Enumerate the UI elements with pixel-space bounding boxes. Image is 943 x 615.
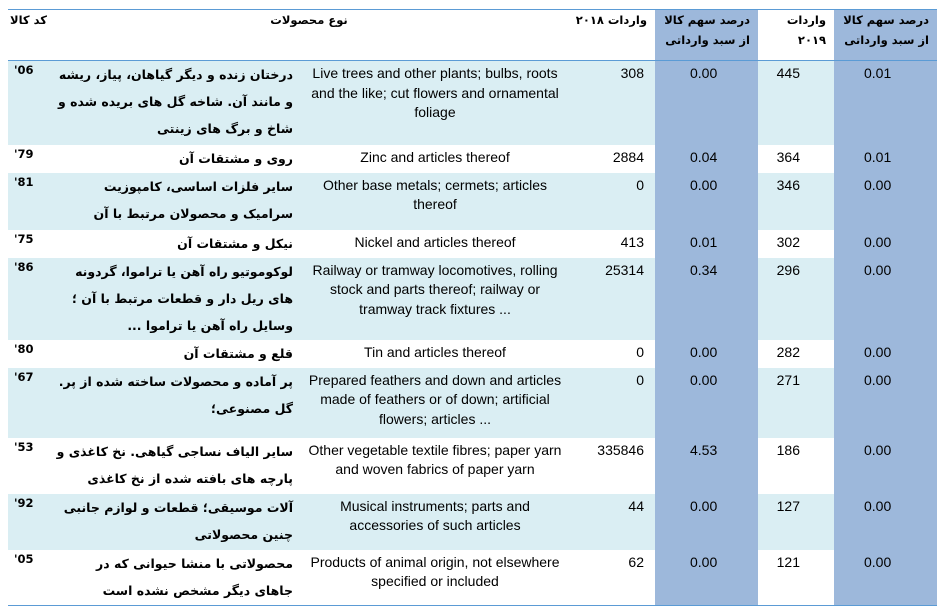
cell-imports-2018: 308	[569, 61, 655, 145]
cell-product-en: Other base metals; cermets; articles thereof	[301, 173, 569, 230]
cell-imports-2018: 413	[620, 233, 644, 250]
cell-code: '92	[8, 494, 49, 550]
cell-share-2018: 0.04	[655, 145, 758, 173]
cell-product-fa: محصولاتی با منشا حیوانی که در جاهای دیگر مشخص نشده است	[96, 555, 293, 598]
cell-share-2019: 0.01	[834, 61, 937, 145]
cell-code: '79	[14, 146, 34, 161]
cell-product-fa: لوکوموتیو راه آهن یا تراموا، گردونه های ریل دار و قطعات مرتبط با آن ؛ وسایل راه آهن یا تراموا ...	[49, 258, 301, 340]
cell-imports-2018: 2884	[612, 148, 644, 165]
table-row	[8, 61, 937, 145]
cell-share-2019: 0.00	[834, 173, 937, 230]
cell-imports-2018: 44	[569, 494, 655, 550]
cell-imports-2019: 121	[776, 553, 800, 570]
cell-imports-2018: 0	[636, 343, 644, 360]
cell-product-fa: نیکل و مشتقات آن	[177, 235, 293, 251]
cell-product-en: Live trees and other plants; bulbs, roots and the like; cut flowers and ornamental foliage	[301, 61, 569, 145]
cell-imports-2018: 0	[569, 173, 655, 230]
cell-share-2018: 0.01	[655, 230, 758, 258]
cell-code: '53	[14, 439, 34, 454]
header-imports-2018: واردات ۲۰۱۸	[575, 13, 647, 27]
cell-share-2018: 0.00	[655, 340, 758, 368]
table-row	[8, 145, 937, 173]
cell-share-2018: 0.34	[655, 258, 758, 340]
header-row	[8, 10, 937, 61]
cell-product-en: Nickel and articles thereof	[354, 233, 516, 250]
cell-share-2019: 0.01	[834, 145, 937, 173]
cell-imports-2019: 127	[758, 494, 834, 550]
cell-product-en: Railway or tramway locomotives, rolling stock and parts thereof; railway or tramway track fixtures ...	[301, 258, 569, 340]
cell-product-en: Zinc and articles thereof	[360, 148, 510, 165]
table-row	[8, 438, 937, 494]
cell-imports-2018: 62	[628, 553, 644, 570]
cell-product-fa: سایر الیاف نساجی گیاهی. نخ کاغذی و پارچه های بافته شده از نخ کاغذی	[56, 443, 293, 486]
cell-code: '80	[14, 341, 34, 356]
cell-code: '81	[8, 173, 49, 230]
table-row	[8, 230, 937, 258]
cell-imports-2019: 302	[776, 233, 800, 250]
cell-share-2019: 0.00	[834, 550, 937, 606]
cell-imports-2019: 271	[758, 368, 834, 438]
header-imports-2019: واردات ۲۰۱۹	[786, 13, 826, 47]
cell-imports-2018: 0	[569, 368, 655, 438]
cell-code: '75	[14, 231, 34, 246]
cell-share-2019: 0.00	[834, 494, 937, 550]
cell-share-2019: 0.00	[834, 230, 937, 258]
table-row	[8, 258, 937, 340]
cell-imports-2019: 346	[758, 173, 834, 230]
cell-imports-2019: 296	[758, 258, 834, 340]
cell-share-2019: 0.00	[834, 438, 937, 494]
cell-imports-2019: 282	[776, 343, 800, 360]
cell-share-2019: 0.00	[834, 258, 937, 340]
imports-table	[8, 9, 937, 606]
cell-share-2018: 0.00	[655, 173, 758, 230]
cell-share-2018: 0.00	[655, 61, 758, 145]
cell-product-en: Prepared feathers and down and articles made of feathers or of down; artificial flowers; articles ...	[301, 368, 569, 438]
header-product-type: نوع محصولات	[270, 13, 348, 27]
cell-imports-2018: 25314	[569, 258, 655, 340]
header-code: کد کالا	[10, 13, 47, 27]
cell-share-2018: 0.00	[655, 550, 758, 606]
cell-code: '86	[8, 258, 49, 340]
table-row	[8, 340, 937, 368]
cell-product-fa: درختان زنده و دیگر گیاهان، پیاز، ریشه و مانند آن. شاخه گل های بریده شده و شاخ و برگ های زینتی	[49, 61, 301, 145]
cell-product-en: Musical instruments; parts and accessories of such articles	[301, 494, 569, 550]
cell-imports-2019: 186	[776, 441, 800, 458]
header-share-2019: درصد سهم کالا از سبد وارداتی	[834, 10, 937, 61]
cell-code: '05	[14, 551, 34, 566]
cell-code: '67	[8, 368, 49, 438]
header-share-2018: درصد سهم کالا از سبد وارداتی	[655, 10, 758, 61]
cell-product-fa: سایر فلزات اساسی، کامپوزیت سرامیک و محصولان مرتبط با آن	[49, 173, 301, 230]
cell-product-en: Tin and articles thereof	[364, 343, 506, 360]
cell-product-en: Other vegetable textile fibres; paper yarn and woven fabrics of paper yarn	[308, 441, 562, 477]
cell-share-2019: 0.00	[834, 340, 937, 368]
cell-imports-2018: 335846	[597, 441, 644, 458]
cell-imports-2019: 364	[776, 148, 800, 165]
cell-product-fa: پر آماده و محصولات ساخته شده از پر. گل مصنوعی؛	[49, 368, 301, 438]
cell-product-fa: قلع و مشتقات آن	[183, 345, 293, 361]
table-row	[8, 173, 937, 230]
cell-code: '06	[8, 61, 49, 145]
cell-product-fa: روی و مشتقات آن	[178, 150, 293, 166]
table-row	[8, 550, 937, 606]
table-row	[8, 368, 937, 438]
cell-imports-2019: 445	[758, 61, 834, 145]
cell-share-2018: 0.00	[655, 368, 758, 438]
cell-product-en: Products of animal origin, not elsewhere specified or included	[310, 553, 560, 589]
cell-product-fa: آلات موسیقی؛ قطعات و لوازم جانبی چنین محصولاتی	[49, 494, 301, 550]
cell-share-2018: 4.53	[655, 438, 758, 494]
cell-share-2018: 0.00	[655, 494, 758, 550]
cell-share-2019: 0.00	[834, 368, 937, 438]
table-row	[8, 494, 937, 550]
